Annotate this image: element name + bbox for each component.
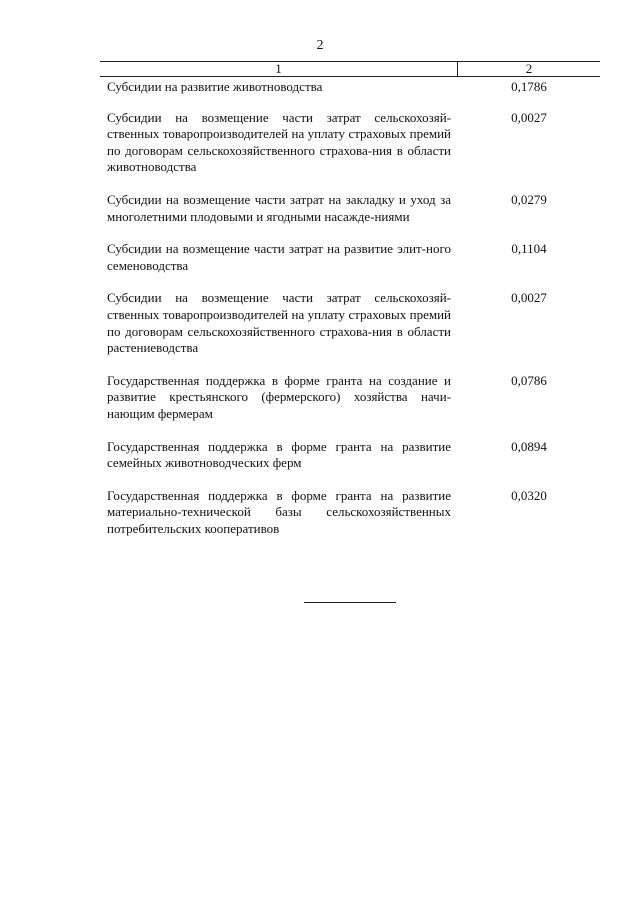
row-value: 0,0279 <box>511 191 547 207</box>
row-description: Субсидии на возмещение части затрат сельскохозяй-ственных товаропроизводителей на уплату страховых премий по договорам сельскохозяйственного страхова-ния в области животноводства <box>107 109 451 175</box>
table-header-row <box>100 61 600 77</box>
row-description: Государственная поддержка в форме гранта на развитие семейных животноводческих ферм <box>107 438 451 471</box>
end-of-document-rule <box>304 602 396 603</box>
table-row <box>100 241 600 274</box>
table-row <box>100 290 600 356</box>
row-description: Государственная поддержка в форме гранта на развитие материально-технической базы сельскохозяйственных потребительских кооперативов <box>107 487 451 536</box>
table-row <box>100 79 600 96</box>
row-description: Субсидии на развитие животноводства <box>107 79 323 94</box>
table-row <box>100 373 600 423</box>
row-description: Субсидии на возмещение части затрат на развитие элит-ного семеноводства <box>107 241 451 273</box>
column-header-1: 1 <box>100 62 458 76</box>
subsidy-table <box>100 61 600 537</box>
row-value: 0,1104 <box>511 241 547 257</box>
row-value: 0,0786 <box>511 372 547 388</box>
page-number: 2 <box>316 38 324 53</box>
row-description: Государственная поддержка в форме гранта на создание и развитие крестьянского (фермерского) хозяйства начи-нающим фермерам <box>107 372 451 421</box>
row-value: 0,0027 <box>511 290 547 306</box>
table-row <box>100 439 600 472</box>
column-header-2: 2 <box>525 61 533 76</box>
row-description: Субсидии на возмещение части затрат на закладку и уход за многолетними плодовыми и ягодными насажде-ниями <box>107 191 451 224</box>
table-row <box>100 110 600 176</box>
table-row <box>100 192 600 225</box>
row-value: 0,0320 <box>511 487 547 503</box>
row-value: 0,1786 <box>511 79 547 94</box>
row-value: 0,0894 <box>511 438 547 454</box>
row-description: Субсидии на возмещение части затрат сельскохозяй-ственных товаропроизводителей на уплату страховых премий по договорам сельскохозяйственного страхова-ния в области растениеводства <box>107 290 451 356</box>
table-body <box>100 79 600 537</box>
row-value: 0,0027 <box>511 109 547 125</box>
table-row <box>100 488 600 538</box>
